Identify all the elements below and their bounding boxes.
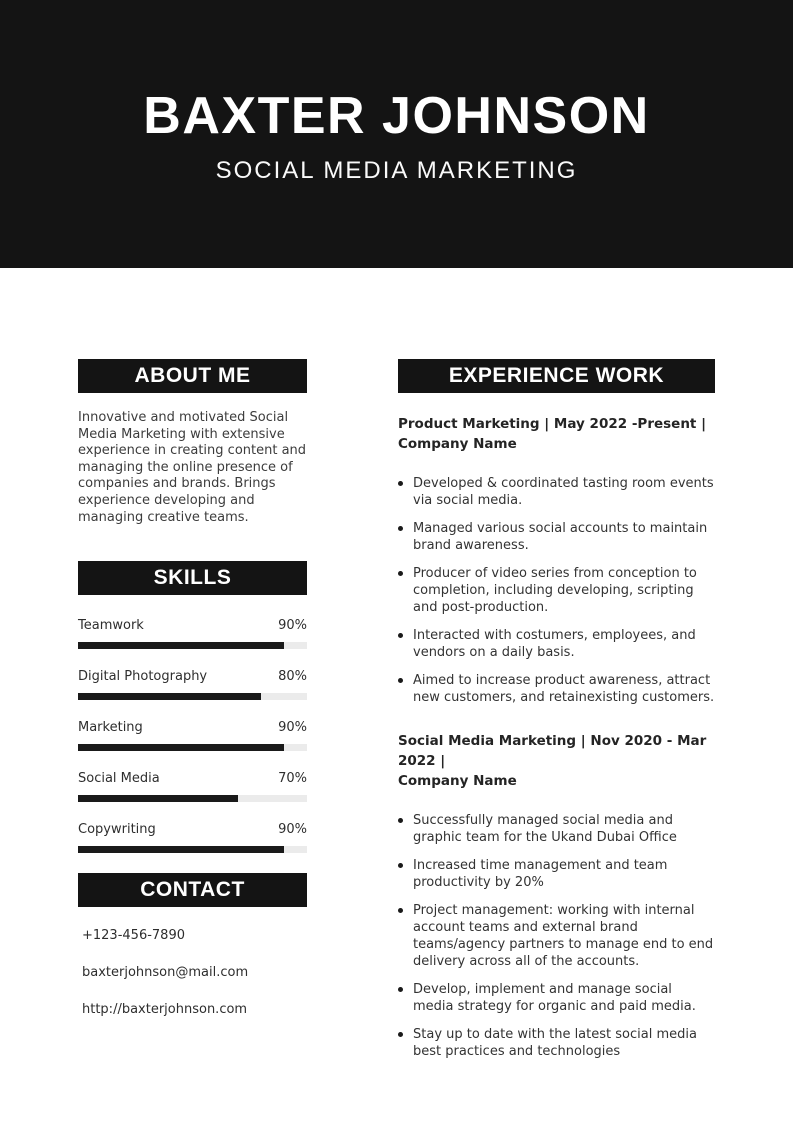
job-entry: [398, 414, 715, 706]
right-column: [398, 359, 715, 1071]
job-entry: [398, 731, 715, 1060]
skill-label: Digital Photography: [78, 669, 208, 685]
skill-item: [78, 771, 307, 802]
skill-row: [78, 771, 307, 786]
skill-progress-fill: [78, 795, 238, 802]
skill-progress-fill: [78, 744, 284, 751]
resume-body: [0, 268, 793, 1071]
job-bullet: Aimed to increase product awareness, attract new customers, and retainexisting customers.: [398, 672, 715, 706]
contact-email: baxterjohnson@mail.com: [82, 965, 249, 981]
skill-percent: 90%: [278, 618, 307, 634]
job-heading-line2: Company Name: [398, 436, 517, 452]
skill-percent: 80%: [278, 669, 307, 685]
skill-percent: 90%: [278, 720, 307, 736]
skill-item: [78, 669, 307, 700]
skill-label: Teamwork: [78, 618, 144, 634]
contact-phone: +123-456-7890: [82, 928, 185, 944]
job-bullet: Increased time management and team productivity by 20%: [398, 857, 715, 891]
about-text: Innovative and motivated Social Media Marketing with extensive experience in creating content and managing the online presence of companies and brands. Brings experience developing and managing creative teams.: [78, 410, 307, 525]
skill-progress-fill: [78, 693, 261, 700]
job-bullet-list: [398, 475, 715, 706]
skill-item: [78, 822, 307, 853]
contact-list: [78, 929, 307, 1017]
skill-progress-track: [78, 744, 307, 751]
job-bullet-list: [398, 812, 715, 1060]
skill-label: Copywriting: [78, 822, 156, 838]
job-bullet: Interacted with costumers, employees, and vendors on a daily basis.: [398, 627, 715, 661]
job-bullet: Successfully managed social media and graphic team for the Ukand Dubai Office: [398, 812, 715, 846]
contact-section-title: CONTACT: [78, 873, 307, 907]
left-column: [78, 359, 307, 1071]
job-heading: [398, 731, 715, 791]
job-heading: [398, 414, 715, 454]
resume-header: [0, 0, 793, 268]
skill-item: [78, 720, 307, 751]
skill-label: Marketing: [78, 720, 143, 736]
skill-item: [78, 618, 307, 649]
job-heading-line1: Social Media Marketing | Nov 2020 - Mar 2022 |: [398, 733, 707, 769]
job-bullet: Producer of video series from conception to completion, including developing, scripting and post-production.: [398, 565, 715, 616]
job-heading-line2: Company Name: [398, 773, 517, 789]
experience-section-title: EXPERIENCE WORK: [398, 359, 715, 393]
skill-percent: 70%: [278, 771, 307, 787]
about-section-title: ABOUT ME: [78, 359, 307, 393]
contact-website: http://baxterjohnson.com: [82, 1002, 248, 1018]
skill-label: Social Media: [78, 771, 160, 787]
job-bullet: Develop, implement and manage social media strategy for organic and paid media.: [398, 981, 715, 1015]
job-heading-line1: Product Marketing | May 2022 -Present |: [398, 416, 707, 432]
skills-section-title: SKILLS: [78, 561, 307, 595]
skill-percent: 90%: [278, 822, 307, 838]
job-bullet: Stay up to date with the latest social media best practices and technologies: [398, 1026, 715, 1060]
job-bullet: Project management: working with internal account teams and external brand teams/agency partners to manage end to end delivery across all of the accounts.: [398, 902, 715, 970]
skill-row: [78, 618, 307, 633]
skill-row: [78, 822, 307, 837]
person-role-subtitle: SOCIAL MEDIA MARKETING: [215, 157, 578, 185]
skill-progress-track: [78, 693, 307, 700]
person-name: BAXTER JOHNSON: [143, 86, 650, 145]
skill-progress-track: [78, 846, 307, 853]
skill-progress-track: [78, 795, 307, 802]
skill-row: [78, 669, 307, 684]
skill-progress-fill: [78, 642, 284, 649]
job-bullet: Developed & coordinated tasting room events via social media.: [398, 475, 715, 509]
skill-progress-track: [78, 642, 307, 649]
skill-progress-fill: [78, 846, 284, 853]
job-bullet: Managed various social accounts to maintain brand awareness.: [398, 520, 715, 554]
skill-row: [78, 720, 307, 735]
skills-list: [78, 618, 307, 853]
